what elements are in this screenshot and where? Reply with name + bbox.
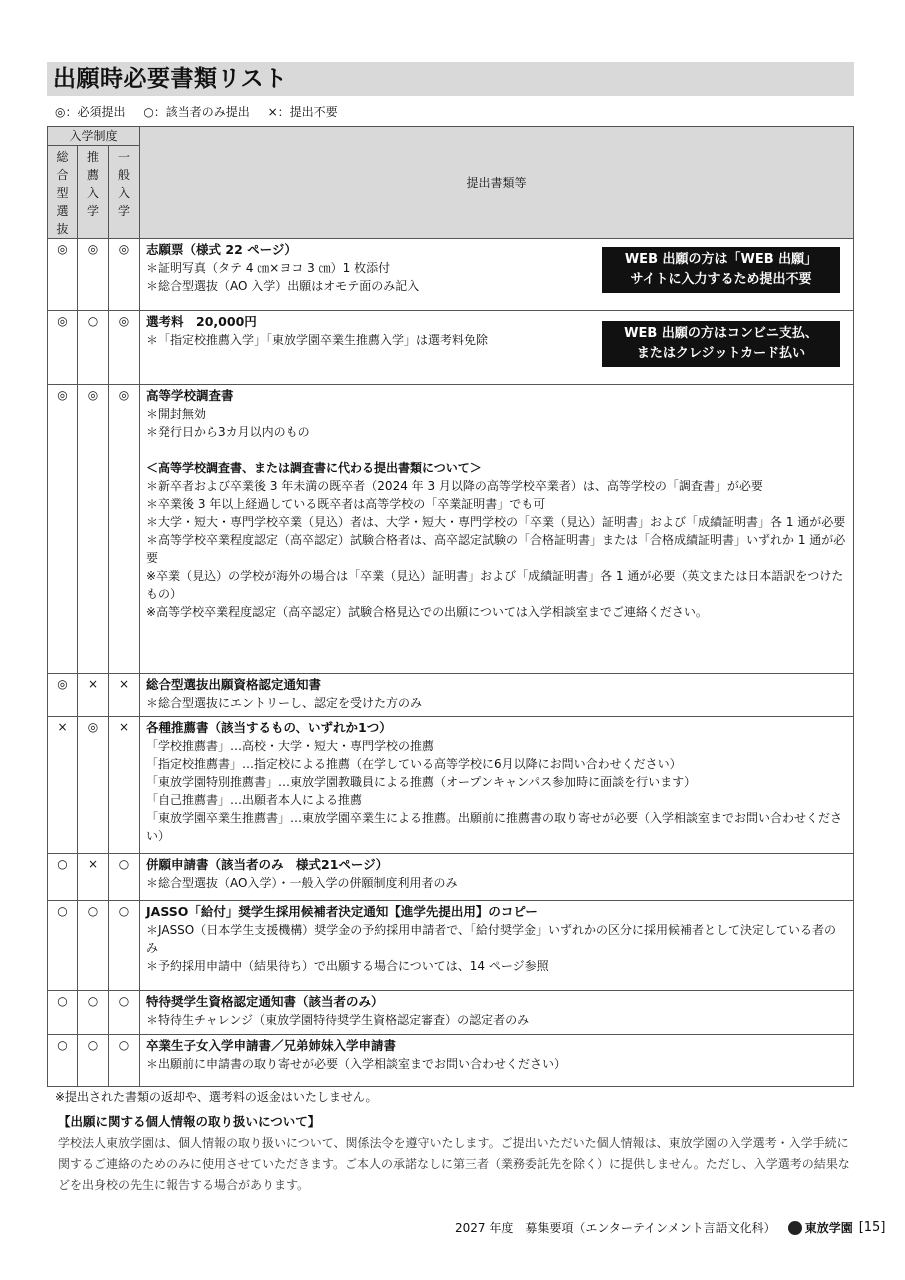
requirement-mark: ◎ — [48, 311, 78, 385]
requirement-mark: ◎ — [78, 717, 109, 854]
table-row — [48, 239, 854, 311]
page-title: 出願時必要書類リスト — [53, 66, 288, 92]
note-line: WEB 出願の方はコンビニ支払、 — [624, 326, 818, 341]
header-char: 薦 — [86, 168, 99, 182]
requirement-mark: ◎ — [48, 674, 78, 717]
table-row — [48, 991, 854, 1035]
web-application-note — [602, 321, 840, 367]
document-note-line: ＊高等学校卒業程度認定（高卒認定）試験合格者は、高卒認定試験の「合格証明書」または「合格成績証明書」いずれか 1 通が必要 — [146, 533, 846, 565]
logo-mark-icon — [788, 1221, 802, 1235]
note-line: WEB 出願の方は「WEB 出願」 — [624, 252, 818, 267]
requirement-mark: × — [109, 674, 140, 717]
table-row — [48, 717, 854, 854]
footer-caption: 2027 年度 募集要項（エンターテインメント言語文化科） — [455, 1221, 776, 1235]
table-row — [48, 311, 854, 385]
requirement-mark: ○ — [109, 901, 140, 991]
requirement-mark: ○ — [109, 1035, 140, 1087]
document-note-line: ＊発行日から3カ月以内のもの — [146, 425, 310, 439]
requirement-mark: × — [109, 717, 140, 854]
header-char: 推 — [86, 150, 99, 164]
document-note-line: ＊総合型選抜（AO 入学）出願はオモテ面のみ記入 — [146, 279, 420, 293]
table-row — [48, 854, 854, 901]
header-char: 般 — [118, 168, 131, 182]
document-cell — [140, 901, 854, 991]
header-char: 合 — [56, 168, 69, 182]
document-note-line: ＊証明写真（タテ 4 ㎝×ヨコ 3 ㎝）1 枚添付 — [146, 261, 391, 275]
document-title: 特待奨学生資格認定通知書（該当者のみ） — [146, 994, 384, 1009]
document-cell — [140, 674, 854, 717]
document-title: 総合型選抜出願資格認定通知書 — [146, 677, 322, 692]
legend-not-required: ×：提出不要 — [267, 105, 338, 119]
header-char: 選 — [56, 204, 69, 218]
document-note-line: ＊新卒者および卒業後 3 年未満の既卒者（2024 年 3 月以降の高等学校卒業者）は、高等学校の「調査書」が必要 — [146, 479, 763, 493]
header-documents: 提出書類等 — [140, 127, 854, 239]
document-note-line: 「東放学園卒業生推薦書」…東放学園卒業生による推薦。出願前に推薦書の取り寄せが必要（入学相談室までお問い合わせください） — [146, 811, 843, 843]
header-char: 型 — [56, 186, 69, 200]
document-note-line: ＊JASSO（日本学生支援機構）奨学金の予約採用申請者で、「給付奨学金」いずれかの区分に採用候補者として決定している者のみ — [146, 923, 837, 955]
legend-required: ◎：必須提出 — [55, 105, 126, 119]
document-note-line: ＊出願前に申請書の取り寄せが必要（入学相談室までお問い合わせください） — [146, 1057, 567, 1071]
document-cell — [140, 239, 854, 311]
document-note-line: ＜高等学校調査書、または調査書に代わる提出書類について＞ — [146, 461, 482, 475]
document-title: 各種推薦書（該当するもの、いずれか1つ） — [146, 720, 392, 735]
header-char: 学 — [86, 204, 99, 218]
header-char: 一 — [118, 150, 131, 164]
document-note-line: ＊大学・短大・専門学校卒業（見込）者は、大学・短大・専門学校の「卒業（見込）証明書」および「成績証明書」各 1 通が必要 — [146, 515, 846, 529]
requirement-mark: ◎ — [48, 385, 78, 674]
table-row — [48, 385, 854, 674]
header-recommendation — [78, 146, 109, 239]
requirement-mark: × — [78, 674, 109, 717]
note-line: またはクレジットカード払い — [636, 346, 806, 361]
document-cell — [140, 717, 854, 854]
table-row — [48, 901, 854, 991]
page-number: [15] — [858, 1220, 886, 1235]
document-cell — [140, 1035, 854, 1087]
document-note-line: ＊卒業後 3 年以上経過している既卒者は高等学校の「卒業証明書」でも可 — [146, 497, 546, 511]
requirement-mark: ◎ — [109, 239, 140, 311]
header-comprehensive-selection — [48, 146, 78, 239]
table-row — [48, 674, 854, 717]
header-char: 総 — [56, 150, 69, 164]
title-bar — [47, 62, 854, 96]
header-char: 抜 — [56, 222, 69, 236]
requirement-mark: ◎ — [78, 239, 109, 311]
requirement-mark: ○ — [78, 1035, 109, 1087]
header-general — [109, 146, 140, 239]
privacy-heading: 【出願に関する個人情報の取り扱いについて】 — [58, 1114, 321, 1129]
requirement-mark: ◎ — [78, 385, 109, 674]
note-line: サイトに入力するため提出不要 — [630, 272, 812, 287]
requirement-mark: ◎ — [48, 239, 78, 311]
document-note-line: ＊予約採用申請中（結果待ち）で出願する場合については、14 ページ参照 — [146, 959, 549, 973]
document-title: 高等学校調査書 — [146, 388, 234, 403]
document-cell — [140, 854, 854, 901]
requirement-mark: ○ — [109, 854, 140, 901]
document-note-line: ＊総合型選抜にエントリーし、認定を受けた方のみ — [146, 696, 423, 710]
requirement-mark: ○ — [78, 901, 109, 991]
requirement-mark: ○ — [48, 1035, 78, 1087]
document-note-line: ＊特待生チャレンジ（東放学園特待奨学生資格認定審査）の認定者のみ — [146, 1013, 530, 1027]
document-note-line: ※卒業（見込）の学校が海外の場合は「卒業（見込）証明書」および「成績証明書」各 1 通が必要（英文または日本語訳をつけたもの） — [146, 569, 844, 601]
document-note-line: ＊総合型選抜（AO入学）・一般入学の併願制度利用者のみ — [146, 876, 458, 890]
document-note-line: 「東放学園特別推薦書」…東放学園教職員による推薦（オープンキャンパス参加時に面談を行います） — [146, 775, 697, 789]
document-note-line: 「指定校推薦書」…指定校による推薦（在学している高等学校に6月以降にお問い合わせください） — [146, 757, 682, 771]
requirement-mark: ○ — [48, 854, 78, 901]
requirement-mark: ○ — [109, 991, 140, 1035]
document-note-line: 「学校推薦書」…高校・大学・短大・専門学校の推薦 — [146, 739, 435, 753]
requirement-mark: × — [78, 854, 109, 901]
privacy-text: 学校法人東放学園は、個人情報の取り扱いについて、関係法令を遵守いたします。ご提出いただいた個人情報は、東放学園の入学選考・入学手続に関するご連絡のためのみに使用させていただきます。ご本人の承諾なしに第三者（業務委託先を除く）に提供しません。ただし、入学選考の結果などを出身校の先生に報告する場合があります。 — [58, 1136, 850, 1192]
legend-if-applicable: ○：該当者のみ提出 — [143, 105, 250, 119]
document-note-line: ※高等学校卒業程度認定（高卒認定）試験合格見込での出願については入学相談室までご連絡ください。 — [146, 605, 708, 619]
requirement-mark: ○ — [78, 991, 109, 1035]
table-row — [48, 1035, 854, 1087]
page-footer — [455, 1219, 885, 1236]
footnote: ※提出された書類の返却や、選考料の返金はいたしません。 — [55, 1090, 378, 1104]
requirement-mark: × — [48, 717, 78, 854]
requirement-mark: ◎ — [109, 311, 140, 385]
header-char: 学 — [118, 204, 131, 218]
requirement-mark: ◎ — [109, 385, 140, 674]
document-title: 選考料 20,000円 — [146, 314, 257, 329]
requirement-mark: ○ — [48, 991, 78, 1035]
logo-text: 東放学園 — [804, 1221, 853, 1235]
document-note-line: ＊「指定校推薦入学」「東放学園卒業生推薦入学」は選考料免除 — [146, 333, 489, 347]
document-title: 併願申請書（該当者のみ 様式21ページ） — [146, 857, 389, 872]
header-admission-system: 入学制度 — [48, 127, 140, 146]
document-note-line: ＊開封無効 — [146, 407, 207, 421]
header-char: 入 — [86, 186, 99, 200]
legend — [55, 104, 352, 120]
document-note-line — [146, 441, 847, 459]
requirement-mark: ○ — [78, 311, 109, 385]
document-note-line: 「自己推薦書」…出願者本人による推薦 — [146, 793, 363, 807]
requirement-mark: ○ — [48, 901, 78, 991]
document-title: 卒業生子女入学申請書／兄弟姉妹入学申請書 — [146, 1038, 397, 1053]
header-char: 入 — [118, 186, 131, 200]
document-cell — [140, 311, 854, 385]
web-application-note — [602, 247, 840, 293]
document-title: JASSO「給付」奨学生採用候補者決定通知【進学先提出用】のコピー — [146, 904, 538, 919]
school-logo — [788, 1219, 853, 1236]
document-title: 志願票（様式 22 ページ） — [146, 242, 297, 257]
documents-table — [47, 126, 854, 1087]
document-cell — [140, 991, 854, 1035]
document-cell — [140, 385, 854, 674]
